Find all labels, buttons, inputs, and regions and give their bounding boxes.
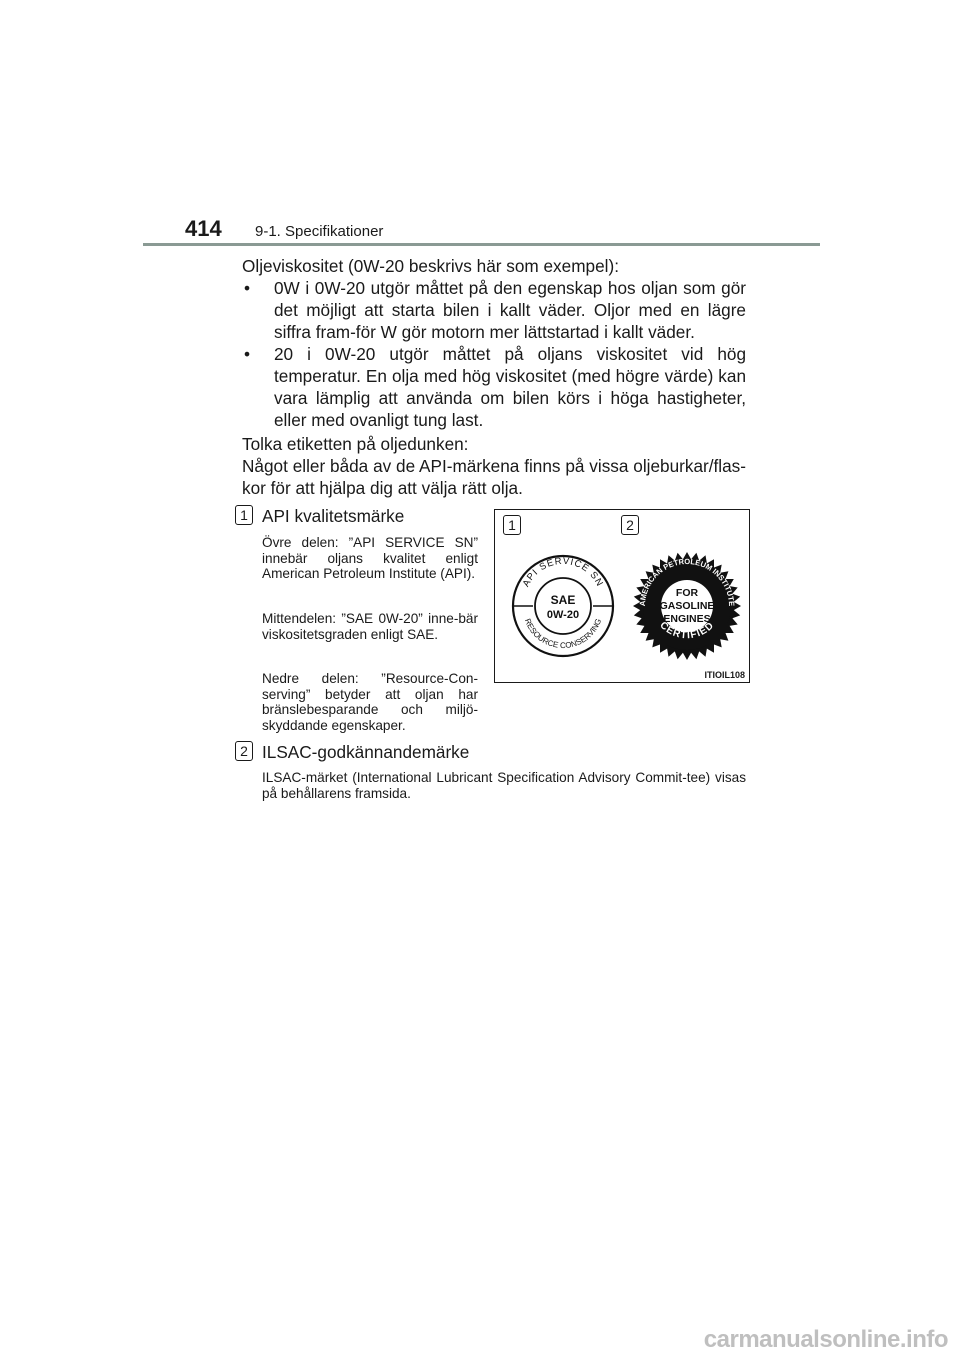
api-top-text: API SERVICE SN [520,555,606,589]
item-title: ILSAC-godkännandemärke [262,742,470,762]
item-description: Nedre delen: ”Resource-Con-serving” betyder att oljan har bränslebesparande och miljö-skyddande egenskaper. [262,671,478,733]
item-number-badge: 2 [235,741,253,761]
bullet-dot: • [244,344,251,364]
ilsac-ring-top-text: AMERICAN PETROLEUM INSTITUTE [637,556,737,607]
figure-badge-1: 1 [503,515,521,535]
ilsac-starburst-symbol [633,552,741,660]
ilsac-center-line-3: ENGINES [663,613,711,625]
figure-id: ITIOIL108 [704,670,745,680]
label-heading: Tolka etiketten på oljedunken: [242,434,469,454]
oil-label-figure [494,509,750,683]
watermark: carmanualsonline.info [703,1326,948,1353]
item-number-badge: 1 [235,505,253,525]
section-title: 9-1. Specifikationer [255,223,384,240]
bullet-text: 20 i 0W-20 utgör måttet på oljans viskositet vid hög temperatur. En olja med hög viskositet (med högre värde) kan vara lämplig att använda om bilen körs i höga hastigheter, eller med ovanligt tung last. [274,344,746,430]
page-header [185,216,383,242]
api-ilsac-marks [495,510,749,682]
api-bottom-text: RESOURCE CONSERVING [522,617,604,651]
item-description: ILSAC-märket (International Lubricant Specification Advisory Commit-tee) visas på behållarens framsida. [262,770,746,801]
page-number: 414 [185,216,222,241]
ilsac-ring-bottom-text: CERTIFIED [657,619,717,642]
item-description: Mittendelen: ”SAE 0W-20” inne-bär viskositetsgraden enligt SAE. [262,611,478,642]
viscosity-intro: Oljeviskositet (0W-20 beskrivs här som exempel): [242,256,619,276]
api-sae-text: SAE [550,593,576,607]
ilsac-center-line-1: FOR [675,587,699,599]
header-rule [143,243,820,246]
figure-badge-2: 2 [621,515,639,535]
bullet-dot: • [244,278,251,298]
api-service-symbol [513,556,613,656]
api-grade-text: 0W-20 [546,609,580,621]
bullet-text: 0W i 0W-20 utgör måttet på den egenskap hos oljan som gör det möjligt att starta bilen i kallt väder. Oljor med en lägre siffra fram-för W gör motorn mer lättstartad i kallt väder. [274,278,746,342]
label-text: Något eller båda av de API-märkena finns på vissa oljeburkar/flas-kor för att hjälpa dig att välja rätt olja. [242,456,746,498]
item-description: Övre delen: ”API SERVICE SN” innebär oljans kvalitet enligt American Petroleum Institute (API). [262,535,478,581]
ilsac-center-line-2: GASOLINE [659,600,715,612]
item-title: API kvalitetsmärke [262,506,405,526]
